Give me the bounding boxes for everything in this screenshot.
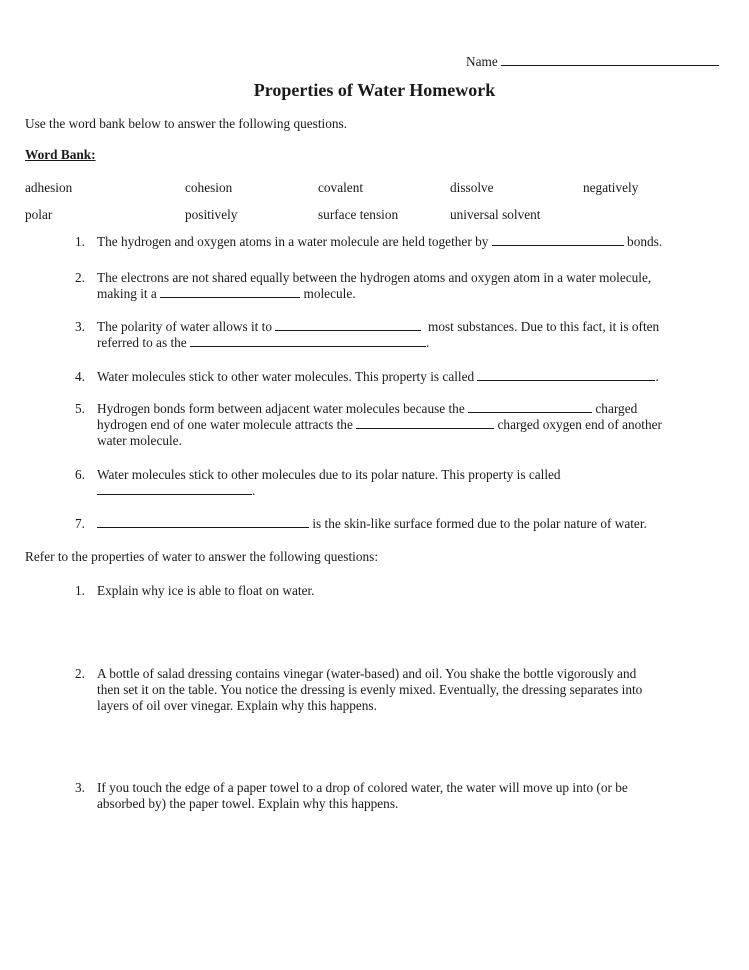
question-number: 2. bbox=[75, 270, 85, 285]
question-number: 1. bbox=[75, 583, 85, 598]
question-text: hydrogen end of one water molecule attracts the bbox=[97, 417, 353, 432]
name-field[interactable] bbox=[466, 54, 719, 70]
question-text: then set it on the table. You notice the dressing is evenly mixed. Eventually, the dressing separates into bbox=[97, 682, 643, 697]
word-bank-item: polar bbox=[25, 207, 53, 222]
word-bank-item: positively bbox=[185, 207, 238, 222]
question-text: absorbed by) the paper towel. Explain why this happens. bbox=[97, 796, 399, 811]
question-text: The hydrogen and oxygen atoms in a water molecule are held together by bbox=[97, 234, 489, 249]
question-text: Water molecules stick to other molecules due to its polar nature. This property is called bbox=[97, 467, 561, 482]
question-text: most substances. Due to this fact, it is often bbox=[428, 319, 660, 334]
question-number: 3. bbox=[75, 319, 85, 334]
answer-blank[interactable] bbox=[160, 286, 300, 298]
question-text: charged oxygen end of another bbox=[497, 417, 662, 432]
part2-instructions: Refer to the properties of water to answer the following questions: bbox=[25, 549, 379, 564]
question-text: is the skin-like surface formed due to the polar nature of water. bbox=[312, 516, 647, 531]
word-bank-item: covalent bbox=[318, 180, 364, 195]
question-text: bonds. bbox=[627, 234, 663, 249]
word-bank-item: surface tension bbox=[318, 207, 399, 222]
word-bank-item: negatively bbox=[583, 180, 639, 195]
question-text: The electrons are not shared equally between the hydrogen atoms and oxygen atom in a water molecule, bbox=[97, 270, 652, 285]
question-text: referred to as the bbox=[97, 335, 187, 350]
word-bank-item: universal solvent bbox=[450, 207, 541, 222]
word-bank-item: adhesion bbox=[25, 180, 73, 195]
question-number: 6. bbox=[75, 467, 85, 482]
name-blank[interactable] bbox=[501, 54, 719, 66]
answer-blank[interactable] bbox=[468, 401, 592, 413]
answer-blank[interactable] bbox=[97, 516, 309, 528]
question-text: Explain why ice is able to float on water. bbox=[97, 583, 315, 598]
word-bank-heading: Word Bank: bbox=[25, 147, 96, 162]
answer-blank[interactable] bbox=[356, 417, 494, 429]
question-text: making it a bbox=[97, 286, 157, 301]
question-text: A bottle of salad dressing contains vinegar (water-based) and oil. You shake the bottle vigorously and bbox=[97, 666, 637, 681]
answer-blank[interactable] bbox=[477, 369, 655, 381]
question-number: 4. bbox=[75, 369, 85, 384]
word-bank-item: dissolve bbox=[450, 180, 494, 195]
answer-blank[interactable] bbox=[97, 483, 252, 495]
question-text: layers of oil over vinegar. Explain why this happens. bbox=[97, 698, 377, 713]
question-number: 3. bbox=[75, 780, 85, 795]
question-text: molecule. bbox=[303, 286, 356, 301]
answer-blank[interactable] bbox=[275, 319, 421, 331]
question-number: 5. bbox=[75, 401, 85, 416]
period: . bbox=[426, 335, 430, 350]
question-number: 7. bbox=[75, 516, 85, 531]
period: . bbox=[252, 483, 256, 498]
name-label: Name bbox=[466, 54, 498, 69]
question-text: If you touch the edge of a paper towel to a drop of colored water, the water will move up into (or be bbox=[97, 780, 628, 795]
question-number: 1. bbox=[75, 234, 85, 249]
instructions: Use the word bank below to answer the following questions. bbox=[25, 116, 348, 131]
answer-blank[interactable] bbox=[190, 335, 426, 347]
question-number: 2. bbox=[75, 666, 85, 681]
question-text: Hydrogen bonds form between adjacent water molecules because the bbox=[97, 401, 465, 416]
question-text: The polarity of water allows it to bbox=[97, 319, 273, 334]
answer-blank[interactable] bbox=[492, 234, 624, 246]
period: . bbox=[655, 369, 659, 384]
question-text: water molecule. bbox=[97, 433, 182, 448]
question-text: Water molecules stick to other water molecules. This property is called bbox=[97, 369, 475, 384]
word-bank-item: cohesion bbox=[185, 180, 233, 195]
page-title: Properties of Water Homework bbox=[253, 80, 496, 100]
question-text: charged bbox=[595, 401, 638, 416]
